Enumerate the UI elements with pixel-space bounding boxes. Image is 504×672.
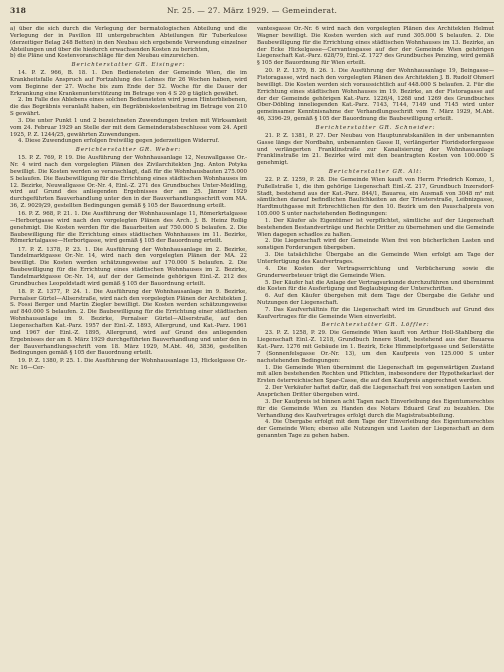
paragraph: 4. Die Kosten der Vertragserrichtung und Verbücherung sowie die Grunderwerbsteuer trägt die Gemeinde Wien. (257, 265, 494, 279)
resolution-item: 18. P. Z. 1377, P. 24. 1. Die Ausführung der Wohnhausanlage im 9. Bezirke, Pernalser Gürtel—Allserstraße, wird nach den vorgelegten Plänen der Architekten J. S. Fossi Berger und Martin Ziegler bewilligt. Die Kosten werden schätzungsweise auf 840.000 S belaufen. 2. Die Baubewilligung für die Errichtung einer städtischen Wohnhausanlage im 9. Bezirke, Pernalser Gürtel—Allserstraße, auf den Liegenschaften Kat.-Parz. 1957 der Einl.-Z. 1893, Allergrund, und Kat.-Parz. 1961 und 1967 der Einl.-Z. 1895, Allergrund, wird auf Grund des anliegenden Ergebnisses der am 8. März 1929 durchgeführten Bauverhandlung und unter den in der Bauverhandlungsschrift vom 18. März 1929, M.Abt. 46, 3836, gestellten Bedingungen gemäß § 105 der Bauordnung erteilt. (10, 288, 247, 357)
rapporteur-heading: Berichterstatter GR. Schneider: (315, 124, 436, 131)
paragraph: 1. Die Gemeinde Wien übernimmt die Liegenschaft im gegenwärtigen Zustand mit allen bestehenden Rechten und Pflichten, insbesondere der Hypothekarlast der Ersten österreichischen Spar-Casse, die auf den Kaufpreis angerechnet werden. (257, 364, 494, 385)
rapporteur-heading: Berichterstatter GR. Weber: (75, 146, 182, 153)
paragraph: 2. Die Liegenschaft wird der Gemeinde Wien frei von bücherlichen Lasten und sonstigen Forderungen übergeben. (257, 238, 494, 252)
paragraph: vantesgasse Or.-Nr. 6 wird nach den vorgelegten Plänen des Architekten Helmut Wagner bewilligt. Die Kosten werden sich auf rund 305.000 S belaufen. 2. Die Baubewilligung für die Errichtung eines städtischen Wohnhauses im 13. Bezirke, an der Ecke Hickelgasse—Cervantesgasse auf der der Gemeinde Wien gehörigen Liegenschaft Kat.-Parz. 628/79, Einl.-Z. 1727 des Grundbuches Penzing, wird gemäß § 105 der Bauordnung für Wien erteilt. (257, 26, 494, 67)
rapporteur-heading: Berichterstatter GR. Eisinger: (71, 61, 186, 68)
page-header-title: Nr. 25. — 27. März 1929. — Gemeinderat. (166, 6, 338, 15)
paragraph: 3. Die tatsächliche Übergabe an die Gemeinde Wien erfolgt am Tage der Unterfertigung des Kaufvertrages. (257, 252, 494, 265)
text-columns (10, 26, 494, 671)
rapporteur-heading: Berichterstatter GR. Alt: (328, 168, 423, 175)
paragraph: 3. Der Kaufpreis ist binnen acht Tagen nach Einverleibung des Eigentumsrechtes für die Gemeinde Wien zu Handen des Notars Eduard Graf zu bezahlen. Die Verhandlung des Kaufvertrages erfolgt durch die Magistratsabteilung. (257, 398, 494, 419)
paragraph: 6. Auf den Käufer übergehen mit dem Tage der Übergabe die Gefahr und Nutzungen der Liegenschaft. (257, 293, 494, 307)
rapporteur-heading: Berichterstatter GR. Löffler: (321, 322, 430, 329)
left-column (10, 26, 247, 671)
page-number: 318 (10, 6, 26, 15)
page-header (10, 6, 494, 23)
resolution-item: 16. P. Z. 968, P. 21. 1. Die Ausführung der Wohnhausanlage 11, Römerkrtalgasse—Herbortgasse wird nach den vorgelegten Plänen des Arch. J. B. Heinz Rollig genehmigt. Die Kosten werden für die Bauarbeiten auf 750.000 S belaufen. 2. Die Baubewilligung für die Errichtung eines städtischen Wohnhauses im 11. Bezirke, Römerkrtalgasse—Herbortgasse, wird gemäß § 105 der Bauordnung erteilt. (10, 211, 247, 245)
paragraph: 1. Der Käufer als Eigentümer ist verpflichtet, sämtliche auf der Liegenschaft bestehenden Bestandverträge und Rechte Dritter zu übernehmen und die Gemeinde Wien dagegen schadlos zu halten. (257, 217, 494, 238)
resolution-item: 15. P. Z. 769, P. 19. Die Ausführung der Wohnhausanlage 12, Neuwallgasse Or.-Nr. 4 wird nach den vorgelegten Plänen des Zivilarchitekten Jng. Anton Potyka bewilligt. Die Kosten werden so veranschlagt, daß für die Wohnhausbauten 275.000 S belaufen. Die Baubewilligung für die Errichtung eines städtischen Wohnhauses im 12. Bezirke, Neuwallgasse Or.-Nr. 4, Einl.-Z. 271 des Grundbuches Unter-Meidling, wird auf Grund des anliegenden Ergebnisses der am 25. Jänner 1929 durchgeführten Bauverhandlung unter den in der Bauverhandlungsschrift vom MA. 36, Z. 9029/29, gestellten Bedingungen gemäß § 105 der Bauordnung erteilt. (10, 155, 247, 210)
paragraph: a) über die sich durch die Verlegung der bermatologischen Abteilung und die Verlegung der in Pavillon III untergebrachten Abteilungen für Tuberkulose (derzeitiger Belag 248 Betten) in den Neubau sich ergebende Verwendung einzelner Abteilungen und über die hiedurch erwachsenden Kosten zu berichten, (10, 26, 247, 53)
paragraph: b) die Pläne und Kostenvoranschläge für den Neubau einzureichen. (10, 53, 199, 60)
paragraph: 3. Die unter Punkt 1 und 2 bezeichneten Zuwendungen treten mit Wirksamkeit vom 24. Februar 1929 an Stelle der mit dem Gemeinderatsbeschlusse vom 24. April 1925, P. Z. 1244/25, gewährten Zuwendungen. (10, 117, 247, 138)
resolution-item: 20. P. Z. 1379, B. 26. 1. Die Ausführung der Wohnhausanlage 19, Beingasse—Fistoragasse, wird nach den vorgelegten Plänen des Architekten J. B. Rudolf Ohmerl bewilligt. Die Kosten werden sich voraussichtlich auf 448.000 S belaufen. 2. Für die Errichtung eines städtischen Wohnhauses im 19. Bezirke, an der Fistoragasse auf der der Gemeinde gehörigen Kat.-Parz. 1226/4, 1268 und 1269 des Grundbuches Ober-Döbling inneliegenden Kat.-Parz. 7143, 7144, 7149 und 7145 wird unter gemeinsamer Kenntnisnahme der Verhandlungsschrift vom 7. März 1929, M.Abt. 46, 3396-29, gemäß § 105 der Bauordnung die Baubewilligung erteilt. (257, 68, 494, 123)
paragraph: 2. Der Verkäufer haftet dafür, daß die Liegenschaft frei von sonstigen Lasten und Ansprüchen Dritter übergeben wird. (257, 385, 494, 399)
paragraph: 2. Im Falle des Ablebens eines solchen Bediensteten wird jenen Hinterbliebenen, die das Begräbnis veranlaßt haben, ein Begräbniskostenbeitrag im Betrage von 210 S gewährt. (10, 97, 247, 118)
resolution-item: 19. P. Z. 1380, P. 25. 1. Die Ausführung der Wohnhausanlage 13, Hickelgasse Or.-Nr. 16—Cer- (10, 358, 247, 372)
right-column (257, 26, 494, 671)
paragraph: 4. Diese Zuwendungen erfolgen freiwillig gegen jederzeitigen Widerruf. (18, 138, 220, 145)
resolution-item: 22. P. Z. 1259, P. 28. Die Gemeinde Wien kauft von Herrn Friedrich Komzo, 1, Fußellstraße 1, die ihm gehörige Liegenschaft Einl.-Z. 217, Grundbuch Inzersdorf-Stadt, bestehend aus der Kat.-Parz. 844/1, Bauarea, ein Ausmaß von 3048 m² mit sämtlichen darauf befindlichen Baulichkeiten an der Triesterstraße, Leibnizgasse, Hardtmuthgasse mit Erbrechtlichen für den 10. Bezirk um den Pauschalpreis von 105.000 S unter nachstehenden Bedingungen: (257, 176, 494, 218)
resolution-item: 23. P. Z. 1258, P. 29. Die Gemeinde Wien kauft von Arthur Holl-Stahlberg die Liegenschaft Einl.-Z. 1218, Grundbuch Innere Stadt, bestehend aus der Bauarea Kat.-Parz. 1276 mit Gebäude im 1. Bezirk, Ecke Himmelpfortgasse und Seilerstätte 7 (Sonnenfelsgasse Or.-Nr. 13), um den Kaufpreis von 125.000 S unter nachstehenden Bedingungen: (257, 330, 494, 364)
resolution-item: 14. P. Z. 966, B. 18. 1. Den Bediensteten der Gemeinde Wien, die im Krankheitsfalle Anspruch auf Fortzahlung des Lohnes für 26 Wochen haben, wird vom Beginne der 27. Woche bis zum Ende der 52. Woche für die Dauer der Erkrankung eine Krankenunterstützung im Betrage von 4 S 20 g täglich gewährt. (10, 70, 247, 97)
paragraph: 5. Der Käufer hat die Anlage der Vertragsurkunde durchzuführen und übernimmt die Kosten für die Ausfertigung und Beglaubigung der Unterschriften. (257, 279, 494, 293)
paragraph: 4. Die Übergabe erfolgt mit dem Tage der Einverleibung des Eigentumsrechtes der Gemeinde Wien; ebenso alle Nutzungen und Lasten der Liegenschaft an dem genannten Tage zu gehen haben. (257, 419, 494, 440)
paragraph: 7. Das Kaufverhältnis für die Liegenschaft wird im Grundbuch auf Grund des Kaufvertrages für die Gemeinde Wien einverleibt. (257, 306, 494, 320)
resolution-item: 17. P. Z. 1378, P. 23. 1. Die Ausführung der Wohnhausanlage im 2. Bezirke, Tandelmarktgasse Or.-Nr. 14, wird nach den vorgelegten Plänen der MA. 22 bewilligt. Die Kosten werden schätzungsweise auf 170.000 S belaufen. 2. Die Baubewilligung für die Errichtung eines städtischen Wohnhauses im 2. Bezirke, Tandelmarktgasse Or.-Nr. 14, auf der der Gemeinde gehörigen Einl.-Z. 212 des Grundbuches Leopoldstadt wird gemäß § 105 der Bauordnung erteilt. (10, 246, 247, 287)
resolution-item: 21. P. Z. 1381, P. 27. Der Neubau von Hauptunratskanälen in der unbenannten Gasse längs der Nordbahn, unbenannten Gasse II, verlängerter Floridsdorfergasse und verlängerten Franklinstraße zur Kanalisierung der Wohnhausanlage Franklinstraße im 21. Bezirke wird mit den beantragten Kosten von 100.000 S genehmigt. (257, 132, 494, 167)
